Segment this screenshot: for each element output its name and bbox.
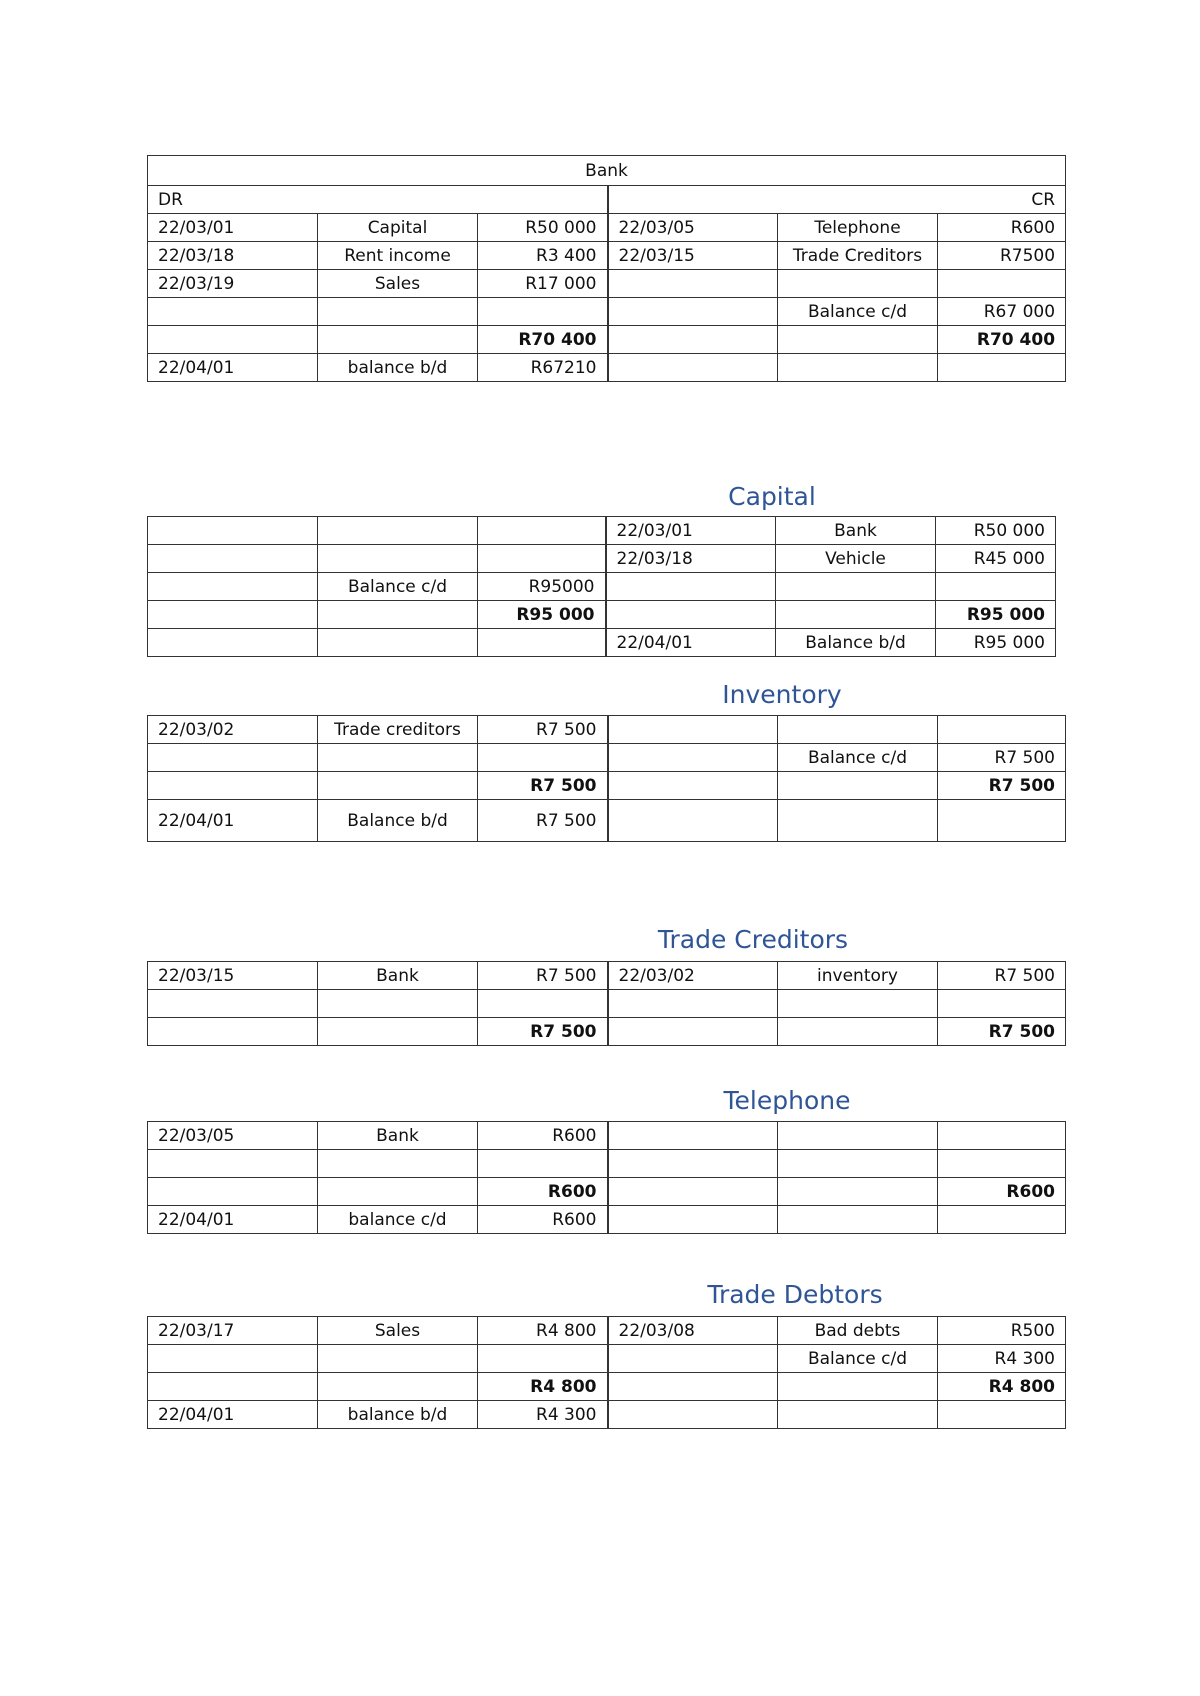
ledger-row bbox=[148, 1150, 1066, 1178]
credit-amount: R95 000 bbox=[936, 629, 1056, 657]
credit-date bbox=[608, 270, 778, 298]
credit-amount bbox=[938, 1122, 1066, 1150]
credit-amount bbox=[938, 270, 1066, 298]
debit-amount: R7 500 bbox=[478, 1018, 608, 1046]
debit-details bbox=[318, 990, 478, 1018]
credit-date bbox=[608, 990, 778, 1018]
credit-amount bbox=[936, 573, 1056, 601]
credit-details bbox=[778, 354, 938, 382]
credit-details bbox=[778, 1401, 938, 1429]
ledger-row bbox=[148, 270, 1066, 298]
credit-amount bbox=[938, 1206, 1066, 1234]
debit-label: DR bbox=[148, 186, 608, 214]
credit-details bbox=[778, 326, 938, 354]
debit-details bbox=[318, 517, 478, 545]
credit-date bbox=[608, 1018, 778, 1046]
debit-date: 22/03/17 bbox=[148, 1317, 318, 1345]
credit-date bbox=[608, 772, 778, 800]
bank-title: Bank bbox=[148, 156, 1066, 186]
telephone-rows bbox=[148, 1122, 1066, 1234]
totals-row bbox=[148, 1178, 1066, 1206]
debit-date bbox=[148, 990, 318, 1018]
debit-amount: R67210 bbox=[478, 354, 608, 382]
debit-amount: R7 500 bbox=[478, 962, 608, 990]
debit-details bbox=[318, 744, 478, 772]
credit-date bbox=[608, 1373, 778, 1401]
inventory-ledger-table bbox=[147, 715, 1066, 842]
credit-date bbox=[608, 298, 778, 326]
debit-date bbox=[148, 601, 318, 629]
debit-amount: R17 000 bbox=[478, 270, 608, 298]
credit-date bbox=[608, 800, 778, 842]
ledger-row bbox=[148, 298, 1066, 326]
ledger-row bbox=[148, 573, 1056, 601]
debit-details bbox=[318, 1373, 478, 1401]
bank-ledger-table bbox=[147, 155, 1066, 382]
totals-row bbox=[148, 601, 1056, 629]
credit-details bbox=[778, 1150, 938, 1178]
credit-date: 22/03/05 bbox=[608, 214, 778, 242]
debit-details bbox=[318, 772, 478, 800]
credit-amount: R95 000 bbox=[936, 601, 1056, 629]
credit-date: 22/03/18 bbox=[606, 545, 776, 573]
ledger-row bbox=[148, 214, 1066, 242]
credit-details: inventory bbox=[778, 962, 938, 990]
credit-amount: R70 400 bbox=[938, 326, 1066, 354]
credit-amount: R45 000 bbox=[936, 545, 1056, 573]
credit-details bbox=[778, 1206, 938, 1234]
debit-amount bbox=[478, 517, 606, 545]
debit-date: 22/03/05 bbox=[148, 1122, 318, 1150]
debit-date bbox=[148, 1178, 318, 1206]
credit-details bbox=[778, 270, 938, 298]
credit-amount bbox=[938, 716, 1066, 744]
credit-date: 22/03/15 bbox=[608, 242, 778, 270]
credit-date bbox=[608, 744, 778, 772]
credit-date bbox=[608, 1206, 778, 1234]
debit-amount: R600 bbox=[478, 1206, 608, 1234]
credit-amount bbox=[938, 990, 1066, 1018]
credit-details bbox=[778, 990, 938, 1018]
ledger-row bbox=[148, 990, 1066, 1018]
credit-details: Telephone bbox=[778, 214, 938, 242]
debit-amount bbox=[478, 744, 608, 772]
credit-date bbox=[608, 1401, 778, 1429]
debit-amount: R4 800 bbox=[478, 1373, 608, 1401]
inventory-rows bbox=[148, 716, 1066, 842]
trade-creditors-rows bbox=[148, 962, 1066, 1046]
ledger-row bbox=[148, 1345, 1066, 1373]
debit-date bbox=[148, 517, 318, 545]
debit-amount: R4 300 bbox=[478, 1401, 608, 1429]
debit-amount bbox=[478, 298, 608, 326]
trade-debtors-title: Trade Debtors bbox=[707, 1280, 883, 1309]
credit-amount: R600 bbox=[938, 214, 1066, 242]
debit-details bbox=[318, 326, 478, 354]
ledger-row bbox=[148, 800, 1066, 842]
trade-creditors-ledger-table bbox=[147, 961, 1066, 1046]
totals-row bbox=[148, 1018, 1066, 1046]
debit-date: 22/04/01 bbox=[148, 800, 318, 842]
totals-row bbox=[148, 326, 1066, 354]
debit-details: Bank bbox=[318, 1122, 478, 1150]
credit-date bbox=[606, 573, 776, 601]
ledger-row bbox=[148, 517, 1056, 545]
credit-amount: R500 bbox=[938, 1317, 1066, 1345]
debit-details: Balance b/d bbox=[318, 800, 478, 842]
debit-details bbox=[318, 601, 478, 629]
totals-row bbox=[148, 772, 1066, 800]
debit-amount bbox=[478, 545, 606, 573]
debit-details bbox=[318, 1018, 478, 1046]
credit-details: Vehicle bbox=[776, 545, 936, 573]
capital-title: Capital bbox=[728, 482, 816, 511]
inventory-title: Inventory bbox=[722, 680, 842, 709]
credit-date: 22/03/02 bbox=[608, 962, 778, 990]
credit-details bbox=[776, 601, 936, 629]
credit-amount: R67 000 bbox=[938, 298, 1066, 326]
credit-details bbox=[778, 716, 938, 744]
debit-details: Rent income bbox=[318, 242, 478, 270]
debit-date bbox=[148, 1345, 318, 1373]
ledger-row bbox=[148, 629, 1056, 657]
telephone-ledger-table bbox=[147, 1121, 1066, 1234]
ledger-row bbox=[148, 1122, 1066, 1150]
debit-amount: R7 500 bbox=[478, 772, 608, 800]
credit-amount: R7 500 bbox=[938, 1018, 1066, 1046]
credit-details: Balance c/d bbox=[778, 744, 938, 772]
debit-date bbox=[148, 326, 318, 354]
credit-amount: R7 500 bbox=[938, 772, 1066, 800]
credit-amount bbox=[938, 354, 1066, 382]
trade-debtors-rows bbox=[148, 1317, 1066, 1429]
credit-amount: R4 800 bbox=[938, 1373, 1066, 1401]
telephone-title: Telephone bbox=[723, 1086, 851, 1115]
credit-details: Bank bbox=[776, 517, 936, 545]
credit-date bbox=[608, 1122, 778, 1150]
debit-amount bbox=[478, 1345, 608, 1373]
credit-date bbox=[608, 1345, 778, 1373]
credit-details bbox=[776, 573, 936, 601]
credit-details: Trade Creditors bbox=[778, 242, 938, 270]
credit-amount bbox=[938, 800, 1066, 842]
debit-date: 22/04/01 bbox=[148, 354, 318, 382]
capital-ledger-table bbox=[147, 516, 1056, 657]
debit-date bbox=[148, 744, 318, 772]
debit-date bbox=[148, 1373, 318, 1401]
credit-date bbox=[608, 1150, 778, 1178]
credit-details bbox=[778, 1373, 938, 1401]
debit-details: Bank bbox=[318, 962, 478, 990]
credit-details: Balance c/d bbox=[778, 1345, 938, 1373]
credit-details: Balance b/d bbox=[776, 629, 936, 657]
credit-amount bbox=[938, 1150, 1066, 1178]
ledger-row bbox=[148, 1206, 1066, 1234]
ledger-row bbox=[148, 716, 1066, 744]
ledger-row bbox=[148, 545, 1056, 573]
credit-details bbox=[778, 800, 938, 842]
debit-date: 22/03/18 bbox=[148, 242, 318, 270]
debit-amount: R600 bbox=[478, 1122, 608, 1150]
ledger-row bbox=[148, 1317, 1066, 1345]
debit-amount bbox=[478, 990, 608, 1018]
debit-details bbox=[318, 545, 478, 573]
debit-amount: R95 000 bbox=[478, 601, 606, 629]
credit-details bbox=[778, 772, 938, 800]
debit-details: balance b/d bbox=[318, 354, 478, 382]
debit-details: Sales bbox=[318, 270, 478, 298]
debit-date: 22/04/01 bbox=[148, 1401, 318, 1429]
credit-date: 22/03/01 bbox=[606, 517, 776, 545]
debit-amount bbox=[478, 1150, 608, 1178]
debit-details bbox=[318, 1150, 478, 1178]
debit-details bbox=[318, 1178, 478, 1206]
debit-date: 22/04/01 bbox=[148, 1206, 318, 1234]
capital-rows bbox=[148, 517, 1056, 657]
debit-amount: R3 400 bbox=[478, 242, 608, 270]
debit-details: balance c/d bbox=[318, 1206, 478, 1234]
credit-date bbox=[608, 354, 778, 382]
debit-date: 22/03/15 bbox=[148, 962, 318, 990]
trade-debtors-ledger-table bbox=[147, 1316, 1066, 1429]
credit-amount: R50 000 bbox=[936, 517, 1056, 545]
trade-creditors-title: Trade Creditors bbox=[657, 925, 849, 954]
credit-details: Balance c/d bbox=[778, 298, 938, 326]
debit-date: 22/03/19 bbox=[148, 270, 318, 298]
credit-date bbox=[608, 716, 778, 744]
debit-amount: R50 000 bbox=[478, 214, 608, 242]
debit-date bbox=[148, 629, 318, 657]
debit-amount: R70 400 bbox=[478, 326, 608, 354]
ledger-row bbox=[148, 1401, 1066, 1429]
debit-amount: R4 800 bbox=[478, 1317, 608, 1345]
debit-details: Capital bbox=[318, 214, 478, 242]
debit-amount: R95000 bbox=[478, 573, 606, 601]
debit-amount: R600 bbox=[478, 1178, 608, 1206]
debit-details bbox=[318, 629, 478, 657]
debit-details: Balance c/d bbox=[318, 573, 478, 601]
debit-date bbox=[148, 573, 318, 601]
debit-details: Sales bbox=[318, 1317, 478, 1345]
credit-date bbox=[606, 601, 776, 629]
debit-amount bbox=[478, 629, 606, 657]
debit-details: balance b/d bbox=[318, 1401, 478, 1429]
credit-date: 22/04/01 bbox=[606, 629, 776, 657]
ledger-row bbox=[148, 962, 1066, 990]
credit-details bbox=[778, 1178, 938, 1206]
credit-details bbox=[778, 1122, 938, 1150]
debit-date: 22/03/01 bbox=[148, 214, 318, 242]
credit-label: CR bbox=[608, 186, 1066, 214]
debit-details bbox=[318, 298, 478, 326]
ledger-row bbox=[148, 744, 1066, 772]
debit-date bbox=[148, 298, 318, 326]
ledger-row bbox=[148, 242, 1066, 270]
credit-details: Bad debts bbox=[778, 1317, 938, 1345]
debit-date bbox=[148, 772, 318, 800]
debit-date bbox=[148, 1018, 318, 1046]
credit-amount: R4 300 bbox=[938, 1345, 1066, 1373]
credit-details bbox=[778, 1018, 938, 1046]
credit-date bbox=[608, 326, 778, 354]
credit-amount: R7 500 bbox=[938, 744, 1066, 772]
totals-row bbox=[148, 1373, 1066, 1401]
credit-amount bbox=[938, 1401, 1066, 1429]
debit-details: Trade creditors bbox=[318, 716, 478, 744]
debit-details bbox=[318, 1345, 478, 1373]
credit-date bbox=[608, 1178, 778, 1206]
debit-date bbox=[148, 1150, 318, 1178]
ledger-row bbox=[148, 354, 1066, 382]
credit-date: 22/03/08 bbox=[608, 1317, 778, 1345]
debit-amount: R7 500 bbox=[478, 800, 608, 842]
debit-date: 22/03/02 bbox=[148, 716, 318, 744]
debit-date bbox=[148, 545, 318, 573]
credit-amount: R600 bbox=[938, 1178, 1066, 1206]
credit-amount: R7 500 bbox=[938, 962, 1066, 990]
credit-amount: R7500 bbox=[938, 242, 1066, 270]
debit-amount: R7 500 bbox=[478, 716, 608, 744]
